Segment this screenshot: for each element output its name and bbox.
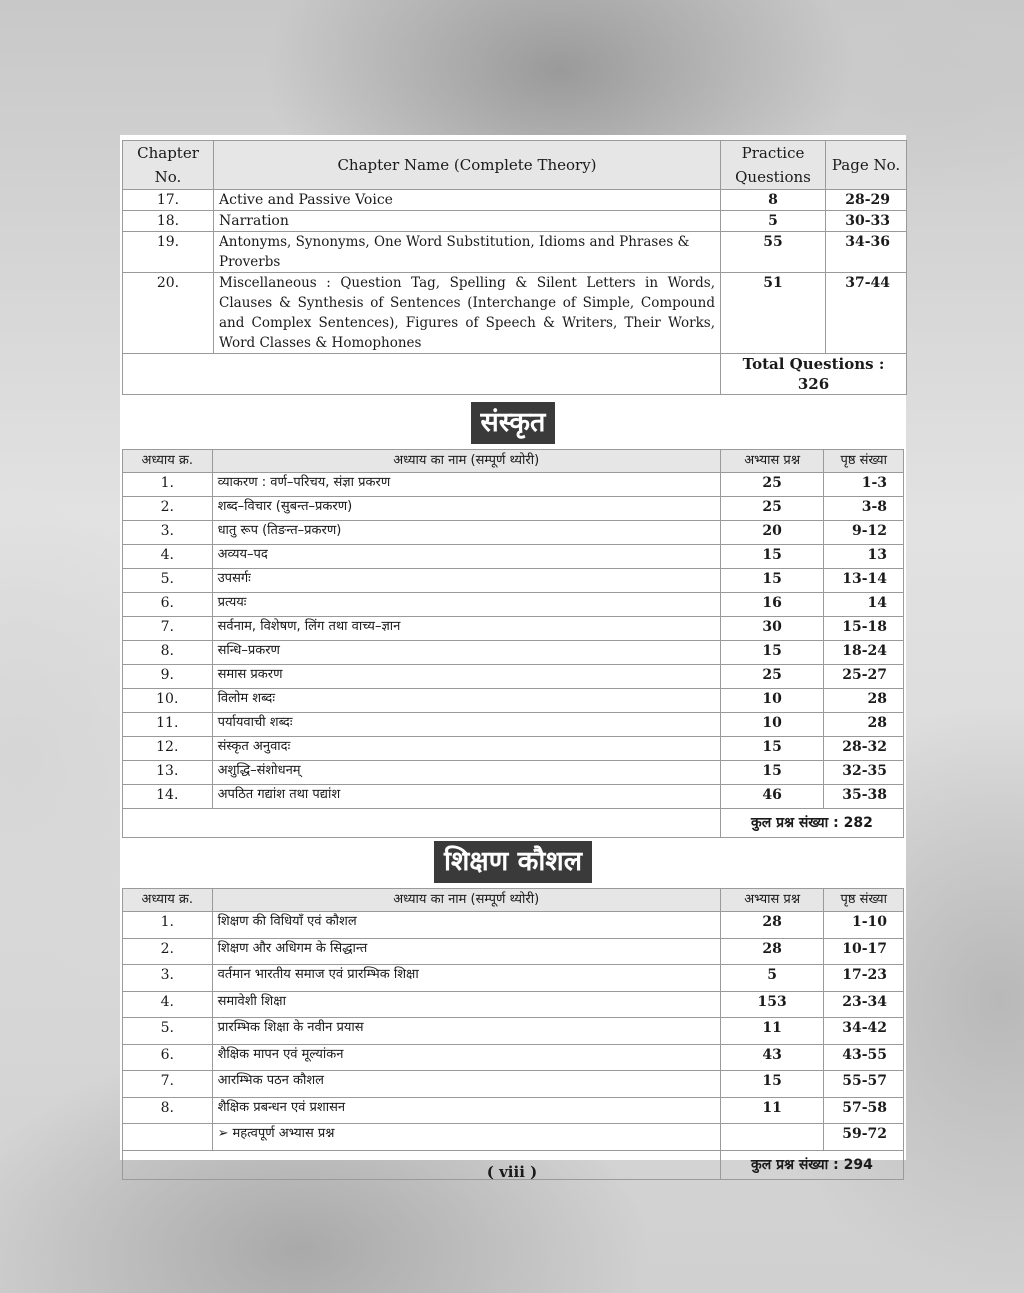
practice-questions: 10: [720, 689, 824, 713]
page-range: 25-27: [824, 665, 904, 689]
chapter-name: समावेशी शिक्षा: [212, 991, 720, 1018]
pedagogy-banner-wrap: [120, 838, 906, 888]
header-chapter-no: अध्याय क्र.: [123, 450, 213, 473]
practice-questions: 25: [720, 473, 824, 497]
page-range: 13: [824, 545, 904, 569]
chapter-no: 14.: [123, 785, 213, 809]
english-toc-table: [122, 140, 907, 395]
practice-questions: 15: [720, 761, 824, 785]
chapter-no: [123, 1124, 213, 1151]
header-practice-questions: अभ्यास प्रश्न: [720, 450, 824, 473]
total-questions: कुल प्रश्न संख्या : 294: [720, 1150, 903, 1179]
page-range: 28: [824, 689, 904, 713]
page-range: 17-23: [824, 965, 904, 992]
sanskrit-header-row: [123, 450, 904, 473]
header-practice-questions: अभ्यास प्रश्न: [720, 889, 824, 912]
header-page-no: पृष्ठ संख्या: [824, 889, 904, 912]
important-questions-row: [123, 1124, 904, 1151]
chapter-name: संस्कृत अनुवादः: [212, 737, 720, 761]
page-range: 32-35: [824, 761, 904, 785]
page-range: 28: [824, 713, 904, 737]
chapter-name: अव्यय–पद: [212, 545, 720, 569]
page-number: ( viii ): [486, 1163, 538, 1181]
chapter-no: 6.: [123, 593, 213, 617]
page-range: 34-36: [826, 232, 907, 273]
chapter-name: धातु रूप (तिङन्त–प्रकरण): [212, 521, 720, 545]
chapter-no: 6.: [123, 1044, 213, 1071]
table-row: [123, 965, 904, 992]
page-range: 1-10: [824, 912, 904, 939]
practice-questions: 30: [720, 617, 824, 641]
practice-questions: 55: [721, 232, 826, 273]
chapter-name: विलोम शब्दः: [212, 689, 720, 713]
chapter-no: 8.: [123, 1097, 213, 1124]
chapter-name: प्रारम्भिक शिक्षा के नवीन प्रयास: [212, 1018, 720, 1045]
page-range: 15-18: [824, 617, 904, 641]
chapter-no: 1.: [123, 912, 213, 939]
page-range: 10-17: [824, 938, 904, 965]
chapter-no: 3.: [123, 521, 213, 545]
sanskrit-toc-table: [122, 449, 904, 838]
table-row: [123, 912, 904, 939]
chapter-no: 18.: [123, 211, 214, 232]
total-row: [123, 354, 907, 395]
sanskrit-section-title: संस्कृत: [471, 402, 556, 444]
table-row: [123, 785, 904, 809]
chapter-name: शिक्षण की विधियाँ एवं कौशल: [212, 912, 720, 939]
practice-questions: 28: [720, 912, 824, 939]
header-chapter-name: अध्याय का नाम (सम्पूर्ण थ्योरी): [212, 450, 720, 473]
practice-questions: 10: [720, 713, 824, 737]
table-row: [123, 521, 904, 545]
practice-questions: 16: [720, 593, 824, 617]
table-row: [123, 473, 904, 497]
chapter-name: शैक्षिक मापन एवं मूल्यांकन: [212, 1044, 720, 1071]
page-range: 43-55: [824, 1044, 904, 1071]
sanskrit-banner-wrap: [120, 395, 906, 449]
table-row: [123, 617, 904, 641]
chapter-no: 12.: [123, 737, 213, 761]
table-row: [123, 991, 904, 1018]
header-practice-questions: Practice Questions: [721, 141, 826, 190]
english-header-row: [123, 141, 907, 190]
table-row: [123, 665, 904, 689]
practice-questions: 15: [720, 641, 824, 665]
practice-questions: 46: [720, 785, 824, 809]
total-questions: Total Questions : 326: [721, 354, 907, 395]
table-row: [123, 497, 904, 521]
chapter-name: अशुद्धि–संशोधनम्: [212, 761, 720, 785]
header-chapter-no: Chapter No.: [123, 141, 214, 190]
header-chapter-name: अध्याय का नाम (सम्पूर्ण थ्योरी): [212, 889, 720, 912]
page-range: 9-12: [824, 521, 904, 545]
practice-questions: 25: [720, 665, 824, 689]
chapter-name: Miscellaneous : Question Tag, Spelling & Silent Letters in Words, Clauses & Synthesis of Sentences (Interchange of Simple, Compound and Complex Sentences), Figures of Speech & Writers, Their Works, Word Classes & Homophones: [214, 273, 721, 354]
chapter-no: 19.: [123, 232, 214, 273]
practice-questions: 5: [720, 965, 824, 992]
pedagogy-section-title: शिक्षण कौशल: [434, 841, 592, 883]
chapter-name: सन्धि–प्रकरण: [212, 641, 720, 665]
chapter-no: 2.: [123, 938, 213, 965]
chapter-no: 20.: [123, 273, 214, 354]
chapter-name: Narration: [214, 211, 721, 232]
practice-questions: 15: [720, 737, 824, 761]
practice-questions: 25: [720, 497, 824, 521]
page-range: 3-8: [824, 497, 904, 521]
practice-questions: 20: [720, 521, 824, 545]
chapter-name: शैक्षिक प्रबन्धन एवं प्रशासन: [212, 1097, 720, 1124]
practice-questions: [720, 1124, 824, 1151]
chapter-name: समास प्रकरण: [212, 665, 720, 689]
chapter-no: 11.: [123, 713, 213, 737]
practice-questions: 11: [720, 1097, 824, 1124]
chapter-no: 1.: [123, 473, 213, 497]
chapter-name: Active and Passive Voice: [214, 190, 721, 211]
chapter-no: 3.: [123, 965, 213, 992]
table-row: [123, 1044, 904, 1071]
chapter-no: 2.: [123, 497, 213, 521]
practice-questions: 15: [720, 545, 824, 569]
practice-questions: 15: [720, 1071, 824, 1098]
total-row-spacer: [123, 354, 721, 395]
chapter-name: Antonyms, Synonyms, One Word Substitution, Idioms and Phrases & Proverbs: [214, 232, 721, 273]
practice-questions: 5: [721, 211, 826, 232]
page-range: 28-29: [826, 190, 907, 211]
table-row: [123, 273, 907, 354]
chapter-no: 9.: [123, 665, 213, 689]
page-range: 35-38: [824, 785, 904, 809]
page-range: 1-3: [824, 473, 904, 497]
page-range: 23-34: [824, 991, 904, 1018]
practice-questions: 11: [720, 1018, 824, 1045]
table-row: [123, 641, 904, 665]
chapter-name: शिक्षण और अधिगम के सिद्धान्त: [212, 938, 720, 965]
practice-questions: 15: [720, 569, 824, 593]
page-range: 59-72: [824, 1124, 904, 1151]
table-row: [123, 211, 907, 232]
practice-questions: 153: [720, 991, 824, 1018]
chapter-name: अपठित गद्यांश तथा पद्यांश: [212, 785, 720, 809]
chapter-name: [212, 1124, 720, 1151]
table-row: [123, 232, 907, 273]
chapter-name: व्याकरण : वर्ण–परिचय, संज्ञा प्रकरण: [212, 473, 720, 497]
chapter-name: सर्वनाम, विशेषण, लिंग तथा वाच्य–ज्ञान: [212, 617, 720, 641]
chapter-name: प्रत्ययः: [212, 593, 720, 617]
page-range: 13-14: [824, 569, 904, 593]
important-questions-label: महत्वपूर्ण अभ्यास प्रश्न: [232, 1126, 335, 1141]
chapter-name: वर्तमान भारतीय समाज एवं प्रारम्भिक शिक्षा: [212, 965, 720, 992]
chapter-name: आरम्भिक पठन कौशल: [212, 1071, 720, 1098]
chapter-no: 10.: [123, 689, 213, 713]
practice-questions: 8: [721, 190, 826, 211]
chapter-no: 5.: [123, 569, 213, 593]
chapter-no: 17.: [123, 190, 214, 211]
table-row: [123, 761, 904, 785]
pedagogy-toc-table: [122, 888, 904, 1180]
chapter-no: 7.: [123, 1071, 213, 1098]
header-page-no: Page No.: [826, 141, 907, 190]
total-questions: कुल प्रश्न संख्या : 282: [720, 809, 903, 838]
chapter-no: 13.: [123, 761, 213, 785]
chapter-name: शब्द–विचार (सुबन्त–प्रकरण): [212, 497, 720, 521]
table-row: [123, 938, 904, 965]
page-range: 30-33: [826, 211, 907, 232]
chapter-name: उपसर्गः: [212, 569, 720, 593]
table-row: [123, 1097, 904, 1124]
arrow-icon: ➢: [217, 1126, 229, 1141]
table-row: [123, 569, 904, 593]
total-row: [123, 809, 904, 838]
page-range: 37-44: [826, 273, 907, 354]
chapter-name: पर्यायवाची शब्दः: [212, 713, 720, 737]
page-range: 55-57: [824, 1071, 904, 1098]
page-range: 14: [824, 593, 904, 617]
chapter-no: 8.: [123, 641, 213, 665]
table-row: [123, 545, 904, 569]
chapter-no: 5.: [123, 1018, 213, 1045]
table-row: [123, 737, 904, 761]
table-row: [123, 190, 907, 211]
page-range: 57-58: [824, 1097, 904, 1124]
table-row: [123, 593, 904, 617]
table-row: [123, 1071, 904, 1098]
table-row: [123, 713, 904, 737]
table-row: [123, 1018, 904, 1045]
chapter-no: 4.: [123, 545, 213, 569]
page-range: 34-42: [824, 1018, 904, 1045]
practice-questions: 51: [721, 273, 826, 354]
chapter-no: 7.: [123, 617, 213, 641]
practice-questions: 28: [720, 938, 824, 965]
header-chapter-name: Chapter Name (Complete Theory): [214, 141, 721, 190]
chapter-no: 4.: [123, 991, 213, 1018]
page-range: 18-24: [824, 641, 904, 665]
header-chapter-no: अध्याय क्र.: [123, 889, 213, 912]
table-row: [123, 689, 904, 713]
page-range: 28-32: [824, 737, 904, 761]
total-row-spacer: [123, 809, 721, 838]
pedagogy-header-row: [123, 889, 904, 912]
practice-questions: 43: [720, 1044, 824, 1071]
header-page-no: पृष्ठ संख्या: [824, 450, 904, 473]
